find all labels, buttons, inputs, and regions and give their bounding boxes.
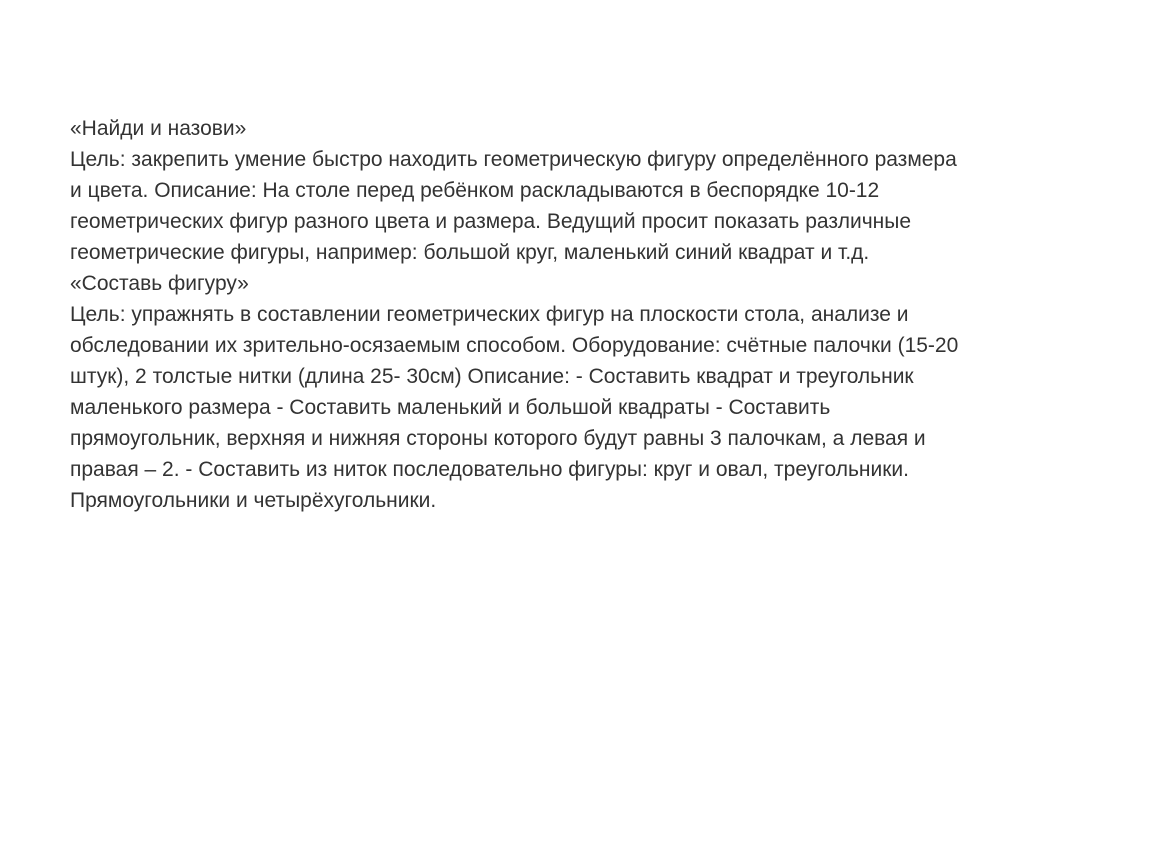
game-title-find-and-name: «Найди и назови»: [70, 117, 247, 140]
text-line: Прямоугольники и четырёхугольники.: [70, 489, 437, 512]
text-line: геометрические фигуры, например: большой круг, маленький синий квадрат и т.д.: [70, 241, 870, 264]
slide-text-body: [70, 113, 1080, 516]
text-line: и цвета. Описание: На столе перед ребёнком раскладываются в беспорядке 10-12: [70, 179, 880, 202]
text-line: Цель: закрепить умение быстро находить геометрическую фигуру определённого размера: [70, 148, 957, 171]
text-line: маленького размера - Составить маленький и большой квадраты - Составить: [70, 396, 831, 419]
text-line: штук), 2 толстые нитки (длина 25- 30см) Описание: - Составить квадрат и треугольник: [70, 365, 914, 388]
text-line: прямоугольник, верхняя и нижняя стороны которого будут равны 3 палочкам, а левая и: [70, 427, 926, 450]
text-line: Цель: упражнять в составлении геометрических фигур на плоскости стола, анализе и: [70, 303, 909, 326]
game-title-make-figure: «Составь фигуру»: [70, 272, 249, 295]
text-line: геометрических фигур разного цвета и размера. Ведущий просит показать различные: [70, 210, 912, 233]
text-line: правая – 2. - Составить из ниток последовательно фигуры: круг и овал, треугольники.: [70, 458, 909, 481]
text-line: обследовании их зрительно-осязаемым способом. Оборудование: счётные палочки (15-20: [70, 334, 959, 357]
